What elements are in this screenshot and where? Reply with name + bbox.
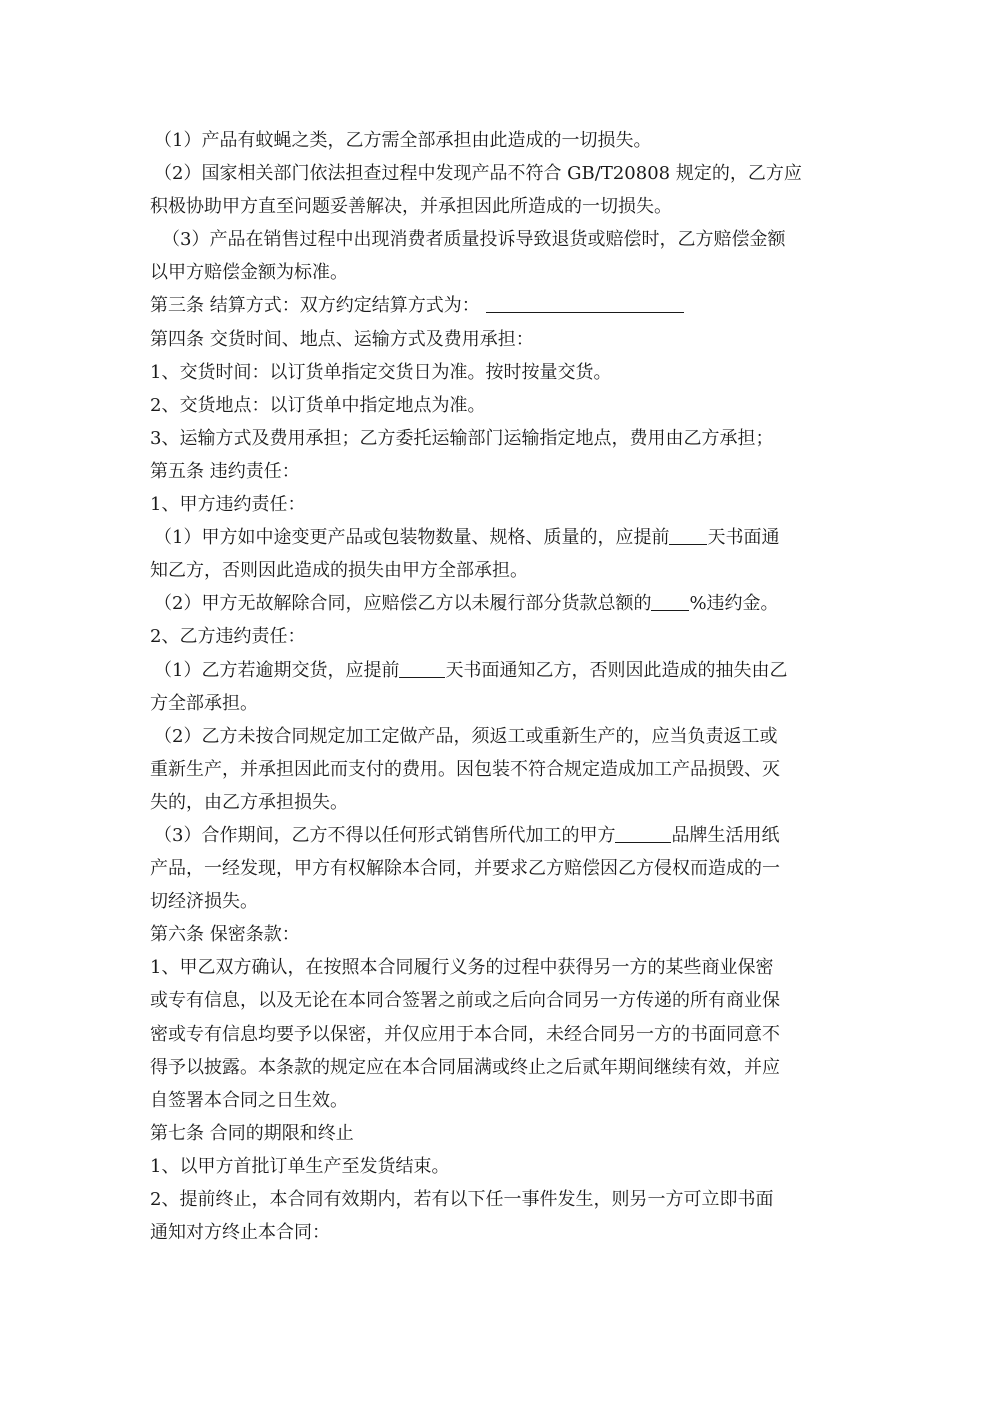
article-3-heading <box>150 289 850 322</box>
fill-in-blank[interactable] <box>651 590 689 611</box>
text-segment: %违约金。 <box>689 593 779 615</box>
text-line: 以甲方赔偿金额为标准。 <box>150 262 348 284</box>
text-line: 重新生产，并承担因此而支付的费用。因包装不符合规定造成加工产品损毁、灭 <box>150 758 780 780</box>
text-line <box>150 819 850 852</box>
text-segment: 天书面通 <box>707 527 780 549</box>
text-segment: （3）合作期间，乙方不得以任何形式销售所代加工的甲方 <box>154 824 616 846</box>
text-line: （2）国家相关部门依法担查过程中发现产品不符合 GB/T20808 规定的，乙方应 <box>154 163 802 185</box>
article-6-heading: 第六条 保密条款： <box>150 924 300 946</box>
text-line: （1）产品有蚊蝇之类，乙方需全部承担由此造成的一切损失。 <box>154 130 652 151</box>
document-body <box>150 124 850 1249</box>
text-line: 3、运输方式及费用承担；乙方委托运输部门运输指定地点，费用由乙方承担； <box>150 427 774 449</box>
fill-in-blank[interactable] <box>669 524 707 545</box>
text-line: 知乙方，否则因此造成的损失由甲方全部承担。 <box>150 560 528 582</box>
text-line: 1、以甲方首批订单生产至发货结束。 <box>150 1155 450 1177</box>
text-segment: （1）甲方如中途变更产品或包装物数量、规格、质量的，应提前 <box>154 527 670 549</box>
text-line: （3）产品在销售过程中出现消费者质量投诉导致退货或赔偿时，乙方赔偿金额 <box>162 229 786 251</box>
text-line: 或专有信息，以及无论在本同合签署之前或之后向合同另一方传递的所有商业保 <box>150 990 780 1012</box>
text-line: 积极协助甲方直至问题妥善解决，并承担因此所造成的一切损失。 <box>150 196 672 218</box>
fill-in-blank[interactable] <box>399 657 445 678</box>
text-line: 切经济损失。 <box>150 891 258 913</box>
article-7-heading: 第七条 合同的期限和终止 <box>150 1122 354 1144</box>
fill-in-blank[interactable] <box>615 822 671 843</box>
text-line <box>150 587 850 620</box>
article-4-heading: 第四条 交货时间、地点、运输方式及费用承担： <box>150 328 534 350</box>
text-segment: 品牌生活用纸 <box>671 824 780 846</box>
text-line: 1、甲方违约责任： <box>150 494 306 516</box>
text-segment: （2）甲方无故解除合同，应赔偿乙方以未履行部分货款总额的 <box>154 593 652 615</box>
text-line: 1、甲乙双方确认，在按照本合同履行义务的过程中获得另一方的某些商业保密 <box>150 957 774 979</box>
text-line: 密或专有信息均要予以保密，并仅应用于本合同，未经合同另一方的书面同意不 <box>150 1023 780 1045</box>
text-line <box>150 654 850 687</box>
text-line: 2、乙方违约责任： <box>150 626 306 648</box>
text-line: 得予以披露。本条款的规定应在本合同届满或终止之后贰年期间继续有效，并应 <box>150 1056 780 1078</box>
text-line: 通知对方终止本合同： <box>150 1222 330 1244</box>
text-line: 1、交货时间：以订货单指定交货日为准。按时按量交货。 <box>150 361 612 383</box>
text-line: 2、交货地点：以订货单中指定地点为准。 <box>150 394 486 416</box>
article-5-heading: 第五条 违约责任： <box>150 460 300 482</box>
text-segment: （1）乙方若逾期交货，应提前 <box>154 659 400 681</box>
text-line <box>150 521 850 554</box>
text-line: 失的，由乙方承担损失。 <box>150 791 348 813</box>
fill-in-blank[interactable] <box>486 292 684 313</box>
text-line: 2、提前终止，本合同有效期内，若有以下任一事件发生，则另一方可立即书面 <box>150 1189 774 1210</box>
text-segment: 第三条 结算方式：双方约定结算方式为： <box>150 295 480 317</box>
text-segment: 天书面通知乙方，否则因此造成的抽失由乙 <box>445 659 788 681</box>
text-line: （2）乙方未按合同规定加工定做产品，须返工或重新生产的，应当负责返工或 <box>154 725 778 747</box>
text-line: 方全部承担。 <box>150 692 258 714</box>
text-line: 自签署本合同之日生效。 <box>150 1089 348 1111</box>
text-line: 产品，一经发现，甲方有权解除本合同，并要求乙方赔偿因乙方侵权而造成的一 <box>150 858 780 880</box>
